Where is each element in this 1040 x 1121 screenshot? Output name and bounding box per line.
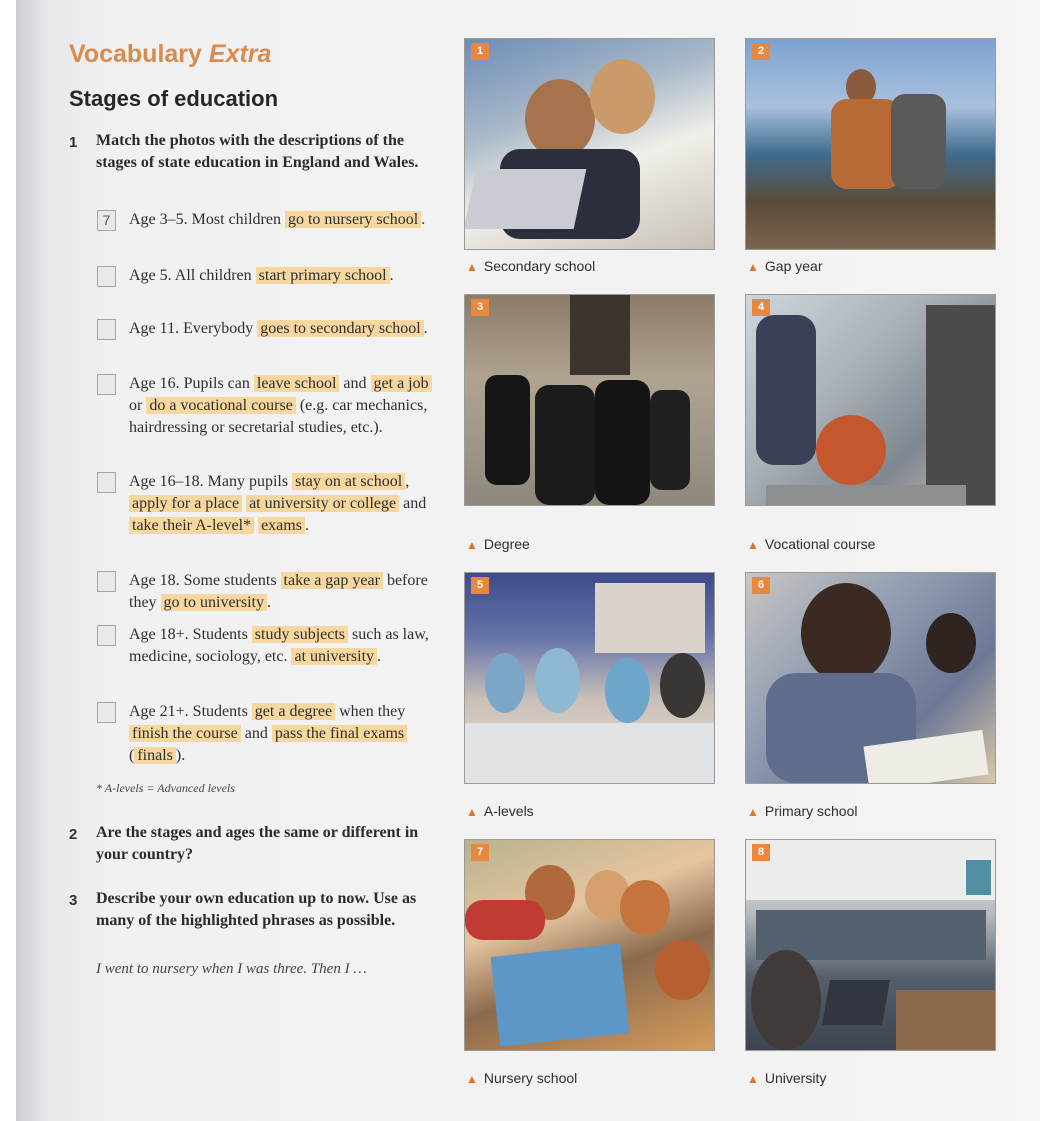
item-text: Age 16. Pupils can leave school and get a job or do a vocational course (e.g. car mechanics, hairdressing or secretarial studies, etc.).: [129, 373, 439, 439]
item-text: Age 11. Everybody goes to secondary school .: [129, 320, 428, 337]
caption-8: [747, 1070, 826, 1086]
highlighted-phrase: at university: [291, 648, 377, 665]
caption-7: [466, 1070, 577, 1086]
caption-6-text: Primary school: [764, 803, 858, 819]
photo-2-gap-year: [745, 38, 996, 250]
triangle-up-icon: ▲: [466, 538, 478, 552]
answer-box[interactable]: [97, 266, 116, 287]
caption-6: [747, 803, 857, 819]
answer-box[interactable]: [97, 571, 116, 592]
highlighted-phrase: take their A-level*: [129, 517, 254, 534]
photo-3-degree: [464, 294, 715, 506]
caption-3: [466, 536, 530, 552]
answer-box[interactable]: [97, 319, 116, 340]
answer-box[interactable]: 7: [97, 210, 116, 231]
highlighted-phrase: pass the final exams: [272, 725, 407, 742]
triangle-up-icon: ▲: [466, 805, 478, 819]
highlighted-phrase: stay on at school: [292, 473, 405, 490]
highlighted-phrase: exams: [258, 517, 305, 534]
answer-box[interactable]: [97, 374, 116, 395]
item-text: Age 18. Some students take a gap year before they go to university .: [129, 572, 428, 611]
highlighted-phrase: finals: [134, 747, 176, 764]
item-text: Age 21+. Students get a degree when they finish the course and pass the final exams ( finals ).: [129, 703, 406, 764]
photo-6-primary-school: [745, 572, 996, 784]
caption-5-text: A-levels: [483, 803, 534, 819]
photo-3-badge: 3: [471, 299, 489, 316]
triangle-up-icon: ▲: [747, 805, 759, 819]
exercise-3-example: I went to nursery when I was three. Then I …: [96, 961, 367, 977]
caption-4: [747, 536, 875, 552]
answer-box[interactable]: [97, 702, 116, 723]
section-title: Stages of education: [69, 86, 279, 111]
item-text: Age 18+. Students study subjects such as law, medicine, sociology, etc. at university .: [129, 626, 429, 665]
highlighted-phrase: do a vocational course: [146, 397, 296, 414]
photo-8-university: [745, 839, 996, 1051]
caption-3-text: Degree: [483, 536, 530, 552]
highlighted-phrase: finish the course: [129, 725, 241, 742]
highlighted-phrase: leave school: [254, 375, 340, 392]
exercise-2-number: 2: [69, 826, 78, 843]
caption-1-text: Secondary school: [483, 258, 596, 274]
title-extra: Extra: [208, 40, 272, 68]
triangle-up-icon: ▲: [466, 1072, 478, 1086]
caption-4-text: Vocational course: [764, 536, 876, 552]
caption-5: [466, 803, 534, 819]
exercise-2-instruction: Are the stages and ages the same or different in your country?: [96, 824, 419, 863]
page-spine: [0, 0, 16, 1121]
answer-box[interactable]: [97, 472, 116, 493]
photo-1-badge: 1: [471, 43, 489, 60]
photo-4-vocational-course: [745, 294, 996, 506]
exercise-3-instruction: Describe your own education up to now. Use as many of the highlighted phrases as possible.: [96, 890, 417, 929]
highlighted-phrase: get a job: [371, 375, 432, 392]
item-text: Age 5. All children start primary school .: [129, 267, 394, 284]
highlighted-phrase: get a degree: [252, 703, 335, 720]
footnote: * A-levels = Advanced levels: [96, 781, 235, 795]
photo-5-a-levels: [464, 572, 715, 784]
photo-8-badge: 8: [752, 844, 770, 861]
exercise-1-instruction: Match the photos with the descriptions of the stages of state education in England and Wales.: [96, 132, 419, 171]
triangle-up-icon: ▲: [466, 260, 478, 274]
photo-2-badge: 2: [752, 43, 770, 60]
title-main: Vocabulary: [69, 40, 202, 68]
highlighted-phrase: start primary school: [256, 267, 390, 284]
item-text: Age 3–5. Most children go to nursery school .: [129, 211, 426, 228]
photo-4-badge: 4: [752, 299, 770, 316]
triangle-up-icon: ▲: [747, 260, 759, 274]
item-text: Age 16–18. Many pupils stay on at school , apply for a place at university or college and take their A-level* exams .: [129, 473, 427, 534]
photo-6-badge: 6: [752, 577, 770, 594]
caption-2-text: Gap year: [764, 258, 823, 274]
triangle-up-icon: ▲: [747, 1072, 759, 1086]
photo-5-badge: 5: [471, 577, 489, 594]
exercise-3-number: 3: [69, 892, 78, 909]
highlighted-phrase: at university or college: [246, 495, 399, 512]
highlighted-phrase: go to nursery school: [285, 211, 421, 228]
highlighted-phrase: goes to secondary school: [257, 320, 423, 337]
highlighted-phrase: take a gap year: [281, 572, 383, 589]
highlighted-phrase: go to university: [161, 594, 267, 611]
highlighted-phrase: apply for a place: [129, 495, 242, 512]
caption-1: [466, 258, 595, 274]
photo-7-badge: 7: [471, 844, 489, 861]
photo-7-nursery-school: [464, 839, 715, 1051]
exercise-1-number: 1: [69, 134, 78, 151]
caption-2: [747, 258, 822, 274]
caption-8-text: University: [764, 1070, 827, 1086]
highlighted-phrase: study subjects: [252, 626, 348, 643]
page-edge: [1016, 0, 1040, 1121]
caption-7-text: Nursery school: [483, 1070, 578, 1086]
vocabulary-extra-title: [69, 40, 271, 69]
photo-1-secondary-school: [464, 38, 715, 250]
triangle-up-icon: ▲: [747, 538, 759, 552]
answer-box[interactable]: [97, 625, 116, 646]
